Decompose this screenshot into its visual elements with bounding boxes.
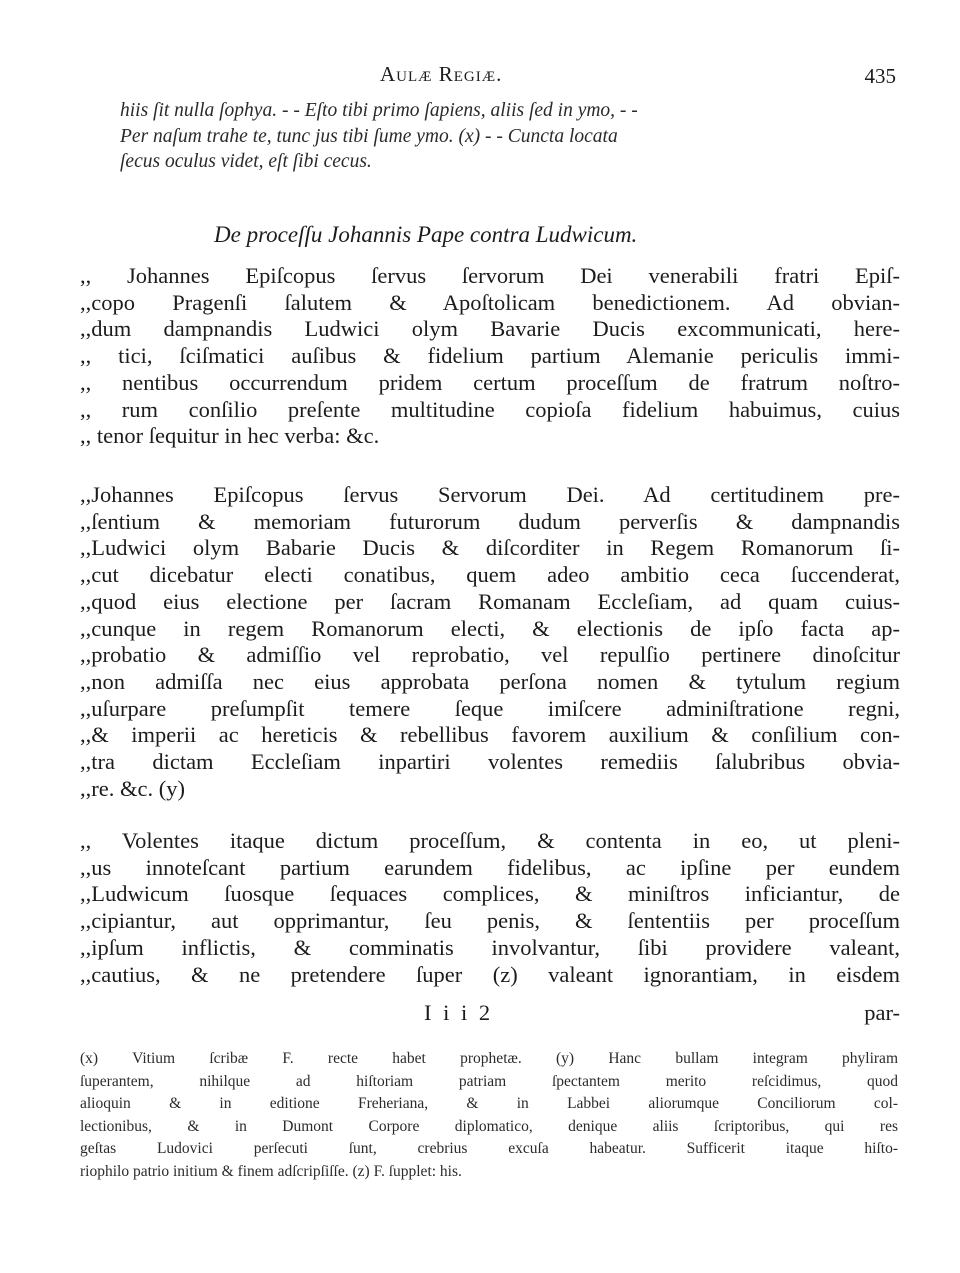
text-line: ,,& imperii ac hereticis & rebellibus favorem auxilium & conſilium con- — [80, 722, 900, 748]
text-line: ,,Ludwici olym Babarie Ducis & diſcorditer in Regem Romanorum ſi- — [80, 535, 900, 561]
verse-line: Per naſum trahe te, tunc jus tibi ſume ymo. (x) - - Cuncta locata — [120, 125, 618, 147]
text-line: ,,ſentium & memoriam futurorum dudum perverſis & dampnandis — [80, 508, 900, 534]
signature-mark: I i i 2 — [424, 1000, 494, 1025]
text-line: ,,non admiſſa nec eius approbata perſona nomen & tytulum regium — [80, 668, 900, 694]
text-line: ,, Volentes itaque dictum proceſſum, & contenta in eo, ut pleni- — [80, 828, 900, 853]
text-line: ,,Johannes Epiſcopus ſervus Servorum Dei. Ad certitudinem pre- — [80, 482, 900, 507]
paragraph-letter-intro — [80, 263, 900, 450]
section-heading: De proceſſu Johannis Pape contra Ludwicum. — [214, 222, 638, 247]
text-line: ,,quod eius electione per ſacram Romanam Eccleſiam, ad quam cuius- — [80, 588, 900, 614]
text-line: ,,uſurpare preſumpſit temere ſeque imiſcere adminiſtratione regni, — [80, 695, 900, 721]
text-line: ,, Johannes Epiſcopus ſervus ſervorum Dei venerabili fratri Epiſ- — [80, 263, 900, 288]
footnote-line: ſuperantem, nihilque ad hiſtoriam patriam ſpectantem merito reſcidimus, quod — [80, 1072, 898, 1090]
catchline — [0, 1000, 960, 1030]
catchword: par- — [864, 1000, 900, 1025]
text-line: ,,copo Pragenſi ſalutem & Apoſtolicam benedictionem. Ad obvian- — [80, 289, 900, 315]
text-line: ,,Ludwicum ſuosque ſequaces complices, & miniſtros inficiantur, de — [80, 881, 900, 907]
running-title: Aulæ Regiæ. — [380, 62, 503, 86]
verse-block — [120, 98, 900, 175]
footnote-line: geſtas Ludovici perſecuti ſunt, crebrius excuſa habeatur. Sufficerit itaque hiſto- — [80, 1140, 898, 1157]
text-line: ,, tici, ſciſmatici auſibus & fidelium partium Alemanie periculis immi- — [80, 343, 900, 369]
page-number: 435 — [864, 64, 896, 88]
footnotes — [80, 1048, 898, 1183]
text-line: ,,cunque in regem Romanorum electi, & electionis de ipſo facta ap- — [80, 615, 900, 641]
text-line: ,,cautius, & ne pretendere ſuper (z) valeant ignorantiam, in eisdem — [80, 961, 900, 987]
text-line: ,,dum dampnandis Ludwici olym Bavarie Ducis excommunicati, here- — [80, 316, 900, 342]
verse-line: ſecus oculus videt, eſt ſibi cecus. — [120, 151, 372, 172]
footnote-line: alioquin & in editione Freheriana, & in Labbei aliorumque Conciliorum col- — [80, 1095, 898, 1112]
text-line: ,,cut dicebatur electi conatibus, quem adeo ambitio ceca ſuccenderat, — [80, 562, 900, 588]
text-line: ,,ipſum inflictis, & comminatis involvantur, ſibi providere valeant, — [80, 934, 900, 960]
text-line: ,, nentibus occurrendum pridem certum proceſſum de fratrum noſtro- — [80, 369, 900, 395]
verse-line: hiis ſit nulla ſophya. - - Eſto tibi primo ſapiens, aliis ſed in ymo, - - — [120, 100, 638, 121]
footnote-line: riophilo patrio initium & finem adſcripſiſſe. (z) F. ſupplet: his. — [80, 1162, 462, 1180]
text-line: ,,re. &c. (y) — [80, 775, 185, 801]
text-line: ,,us innoteſcant partium earundem fidelibus, ac ipſine per eundem — [80, 854, 900, 880]
text-line: ,, tenor ſequitur in hec verba: &c. — [80, 423, 380, 449]
running-head — [0, 62, 960, 94]
footnote-line: (x) Vitium ſcribæ F. recte habet prophetæ. (y) Hanc bullam integram phyliram — [80, 1050, 898, 1067]
paragraph-volentes — [80, 828, 900, 988]
footnote-line: lectionibus, & in Dumont Corpore diplomatico, denique aliis ſcriptoribus, qui res — [80, 1117, 898, 1135]
text-line: ,,probatio & admiſſio vel reprobatio, vel repulſio pertinere dinoſcitur — [80, 642, 900, 668]
text-line: ,, rum conſilio preſente multitudine copioſa fidelium habuimus, cuius — [80, 396, 900, 422]
text-line: ,,tra dictam Eccleſiam inpartiri volentes remediis ſalubribus obvia- — [80, 749, 900, 775]
text-line: ,,cipiantur, aut opprimantur, ſeu penis, & ſententiis per proceſſum — [80, 908, 900, 934]
paragraph-bull — [80, 482, 900, 802]
